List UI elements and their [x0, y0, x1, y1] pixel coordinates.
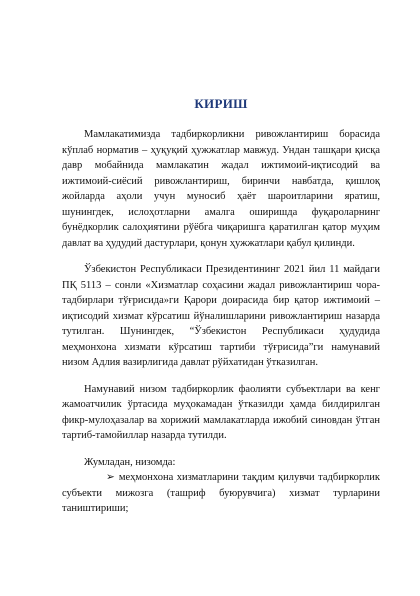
list-item-text: меҳмонхона хизматларини тақдим қилувчи тадбиркорлик субъекти мижозга (ташриф буюрувчига) хизмат турларини таништириши;: [62, 472, 380, 514]
paragraph-intro: Мамлакатимизда тадбиркорликни ривожлантириш борасида кўплаб норматив – ҳуқуқий ҳужжатлар мавжуд. Ундан ташқари қисқа давр мобайнида мамлакатин жадал ижтимоий-иқтисодий ва ижтимоий-сиёсий ривожлантириш, биринчи навбатда, қишлоқ жойларда аҳоли учун муносиб ҳаёт шароитларини яратиш, шунингдек, ислоҳотларни амалга оширишда фуқароларнинг бунёдкорлик салоҳиятини рўёбга чиқаришга қаратилган қатор муҳим давлат ва ҳудудий дастурлари, қонун ҳужжатлари қабул қилинди.: [62, 129, 380, 249]
list-item: [62, 470, 380, 517]
arrow-bullet-icon: ➢: [106, 472, 115, 483]
paragraph-list-intro: Жумладан, низомда:: [84, 456, 176, 468]
page-title: КИРИШ: [194, 96, 248, 111]
paragraph-decree: Ўзбекистон Республикаси Президентининг 2021 йил 11 майдаги ПҚ 5113 – сонли «Хизматлар соҳасини жадал ривожлантириш чора-тадбирлари тўғрисида»ги Қарори доирасида бир қатор ижтимоий – иқтисодий хизмат кўрсатиш йўналишларини ривожлантириш назарда тутилган. Шунингдек, “Ўзбекистон Республикаси ҳудудида меҳмонхона хизмати кўрсатиш тартиби тўғрисида”ги намунавий низом Адлия вазирлигида давлат рўйхатидан ўтказилган.: [62, 264, 380, 368]
paragraph-regulation: Намунавий низом тадбиркорлик фаолияти субъектлари ва кенг жамоатчилик ўртасида муҳокамадан ўтказилди ҳамда билдирилган фикр-мулоҳазалар ва хорижий мамлакатларда ижобий синовдан ўтган тартиб-тамойиллар назарда тутилди.: [62, 383, 380, 441]
